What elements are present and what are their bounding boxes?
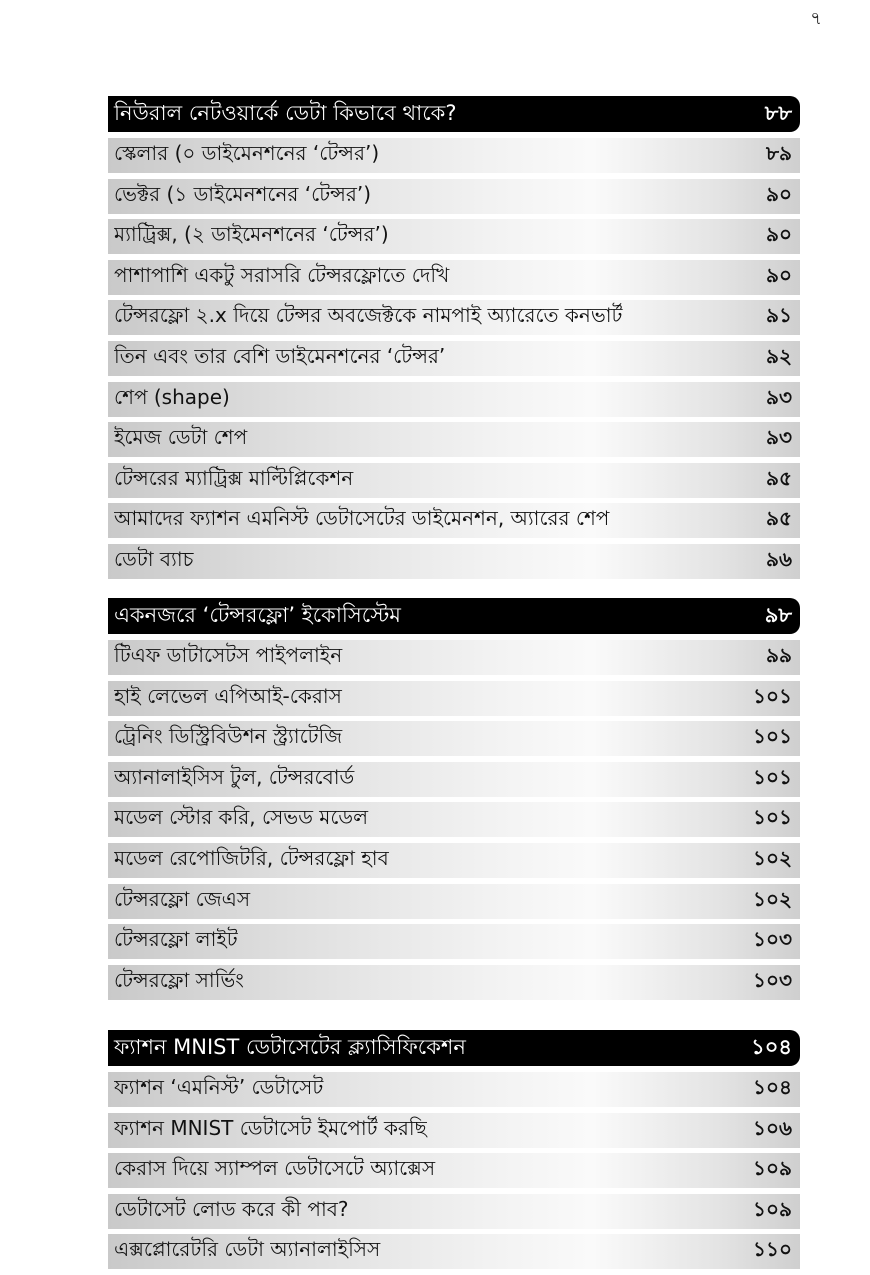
- section-title: একনজরে ‘টেন্সরফ্লো’ ইকোসিস্টেম: [114, 602, 401, 627]
- entry-page: ৯১: [766, 303, 792, 328]
- toc-entry: [108, 219, 800, 254]
- toc-entry: [108, 843, 800, 878]
- entry-title: ডেটা ব্যাচ: [114, 546, 194, 571]
- entry-title: টিএফ ডাটাসেটস পাইপলাইন: [114, 643, 343, 667]
- entry-title: টেন্সরফ্লো জেএস: [114, 886, 251, 911]
- section-title: নিউরাল নেটওয়ার্কে ডেটা কিভাবে থাকে?: [114, 100, 457, 125]
- toc-entry: [108, 965, 800, 1000]
- entry-title: শেপ (shape): [114, 384, 230, 409]
- entry-title: টেন্সরের ম্যাট্রিক্স মাল্টিপ্লিকেশন: [114, 465, 354, 490]
- entry-title: ভেক্টর (১ ডাইমেনশনের ‘টেন্সর’): [114, 181, 372, 206]
- entry-title: টেন্সরফ্লো ২.x দিয়ে টেন্সর অবজেক্টকে নামপাই অ্যারেতে কনভার্ট: [114, 303, 623, 328]
- entry-title: মডেল স্টোর করি, সেভড মডেল: [114, 805, 369, 830]
- toc-entry: [108, 1113, 800, 1148]
- toc-entry: [108, 1234, 800, 1269]
- toc-entry: [108, 1194, 800, 1229]
- toc-entry: [108, 1072, 800, 1107]
- entry-title: টেন্সরফ্লো সার্ভিং: [114, 967, 244, 992]
- entry-title: ফ্যাশন MNIST ডেটাসেট ইমপোর্ট করছি: [114, 1115, 427, 1140]
- entry-page: ৯৩: [766, 425, 792, 450]
- toc-entry: [108, 721, 800, 756]
- toc-entry: [108, 300, 800, 335]
- entry-page: ৯২: [766, 343, 792, 368]
- toc-entry: [108, 138, 800, 173]
- toc-entry: [108, 884, 800, 919]
- section-page: ৮৮: [764, 100, 792, 125]
- entry-page: ১০২: [753, 886, 792, 911]
- toc-entry: [108, 382, 800, 417]
- entry-title: তিন এবং তার বেশি ডাইমেনশনের ‘টেন্সর’: [114, 343, 446, 368]
- entry-title: পাশাপাশি একটু সরাসরি টেন্সরফ্লোতে দেখি: [114, 262, 450, 287]
- entry-page: ১০২: [753, 845, 792, 870]
- entry-title: টেন্সরফ্লো লাইট: [114, 927, 238, 952]
- toc-section: [108, 96, 800, 585]
- toc-entry: [108, 260, 800, 295]
- toc-entry: [108, 762, 800, 797]
- section-page: ৯৮: [764, 602, 792, 627]
- section-page: ১০৪: [751, 1034, 792, 1059]
- toc-entry: [108, 179, 800, 214]
- entry-page: ৮৯: [766, 141, 792, 165]
- toc-entry: [108, 802, 800, 837]
- entry-title: স্কেলার (০ ডাইমেনশনের ‘টেন্সর’): [114, 141, 380, 165]
- toc-entry: [108, 924, 800, 959]
- toc-entry: [108, 640, 800, 675]
- entry-page: ৯৩: [766, 384, 792, 409]
- toc-entry: [108, 544, 800, 579]
- entry-title: ম্যাট্রিক্স, (২ ডাইমেনশনের ‘টেন্সর’): [114, 222, 389, 247]
- entry-page: ১০১: [753, 805, 792, 830]
- entry-title: ফ্যাশন ‘এমনিস্ট’ ডেটাসেট: [114, 1075, 324, 1099]
- entry-page: ১০৬: [753, 1115, 792, 1140]
- entry-title: আমাদের ফ্যাশন এমনিস্ট ডেটাসেটের ডাইমেনশন, অ্যারের শেপ: [114, 506, 610, 531]
- entry-page: ১০১: [753, 724, 792, 749]
- entry-page: ৯৬: [766, 546, 792, 571]
- section-header: [108, 598, 800, 634]
- toc-section: [108, 1030, 800, 1275]
- entry-title: হাই লেভেল এপিআই-কেরাস: [114, 683, 342, 708]
- entry-title: মডেল রেপোজিটরি, টেন্সরফ্লো হাব: [114, 845, 389, 870]
- entry-page: ১১০: [753, 1237, 792, 1262]
- page-number: ৭: [810, 8, 822, 29]
- entry-page: ১০১: [753, 764, 792, 789]
- entry-page: ৯৫: [766, 465, 792, 490]
- toc-entry: [108, 1153, 800, 1188]
- section-title: ফ্যাশন MNIST ডেটাসেটের ক্ল্যাসিফিকেশন: [114, 1034, 466, 1059]
- section-header: [108, 1030, 800, 1066]
- toc-section: [108, 598, 800, 1005]
- toc-entry: [108, 341, 800, 376]
- toc-entry: [108, 503, 800, 538]
- entry-page: ৯০: [766, 262, 792, 287]
- entry-title: ট্রেনিং ডিস্ট্রিবিউশন স্ট্র্যাটেজি: [114, 724, 343, 749]
- entry-page: ১০৪: [753, 1075, 792, 1099]
- entry-title: ইমেজ ডেটা শেপ: [114, 425, 248, 450]
- entry-title: এক্সপ্লোরেটরি ডেটা অ্যানালাইসিস: [114, 1237, 381, 1262]
- entry-page: ১০৩: [753, 927, 792, 952]
- entry-page: ৯০: [766, 222, 792, 247]
- entry-title: অ্যানালাইসিস টুল, টেন্সরবোর্ড: [114, 764, 355, 789]
- entry-page: ১০১: [753, 683, 792, 708]
- entry-page: ৯৯: [766, 643, 792, 667]
- entry-page: ৯৫: [766, 506, 792, 531]
- entry-page: ১০৯: [753, 1156, 792, 1181]
- entry-page: ১০৯: [753, 1196, 792, 1221]
- entry-title: কেরাস দিয়ে স্যাম্পল ডেটাসেটে অ্যাক্সেস: [114, 1156, 436, 1181]
- entry-page: ১০৩: [753, 967, 792, 992]
- section-header: [108, 96, 800, 132]
- entry-page: ৯০: [766, 181, 792, 206]
- toc-entry: [108, 463, 800, 498]
- toc-entry: [108, 681, 800, 716]
- entry-title: ডেটাসেট লোড করে কী পাব?: [114, 1196, 349, 1221]
- toc-entry: [108, 422, 800, 457]
